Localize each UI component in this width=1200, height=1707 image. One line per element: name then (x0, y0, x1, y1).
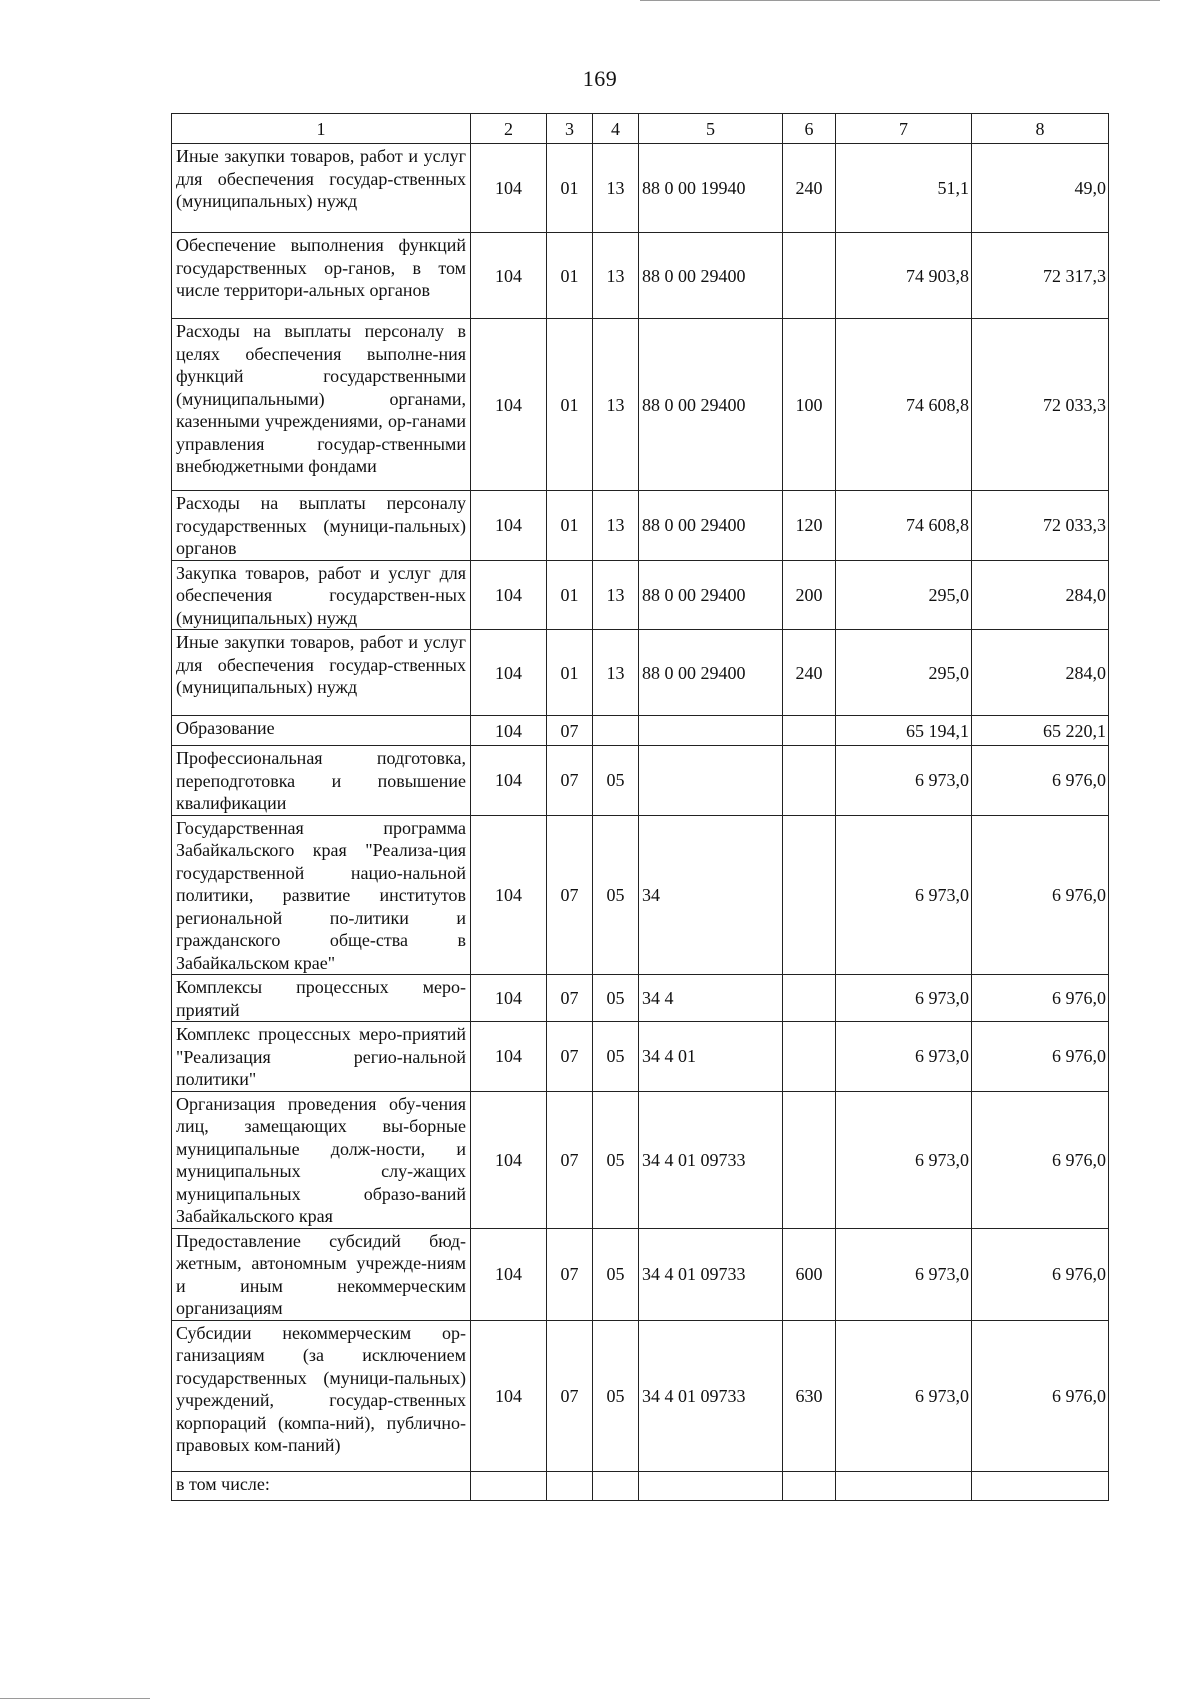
subsection-code-cell (593, 716, 639, 746)
subsection-code-cell (593, 1471, 639, 1500)
target-article-cell (639, 1471, 783, 1500)
grbs-code-cell: 104 (471, 1091, 547, 1228)
row-name-cell: Образование (172, 716, 471, 746)
column-header: 6 (783, 114, 836, 144)
grbs-code-cell: 104 (471, 560, 547, 630)
table-row (172, 1228, 1109, 1320)
page-number: 169 (582, 66, 618, 91)
column-number-row (172, 114, 1109, 144)
section-code-cell: 01 (547, 233, 593, 319)
expense-type-cell (783, 1471, 836, 1500)
scan-edge-line (0, 1698, 150, 1699)
amount-year2-cell: 6 976,0 (972, 746, 1109, 816)
target-article-cell: 34 4 01 (639, 1022, 783, 1092)
amount-year1-cell: 6 973,0 (836, 975, 972, 1022)
grbs-code-cell: 104 (471, 716, 547, 746)
table-row (172, 319, 1109, 491)
table-row (172, 975, 1109, 1022)
amount-year2-cell: 6 976,0 (972, 1022, 1109, 1092)
grbs-code-cell: 104 (471, 233, 547, 319)
grbs-code-cell: 104 (471, 746, 547, 816)
grbs-code-cell: 104 (471, 975, 547, 1022)
row-name-cell: Обеспечение выполнения функций государственных ор-ганов, в том числе территори-альных органов (172, 233, 471, 319)
target-article-cell: 34 4 (639, 975, 783, 1022)
expense-type-cell (783, 1022, 836, 1092)
column-header: 1 (172, 114, 471, 144)
amount-year1-cell: 295,0 (836, 630, 972, 716)
section-code-cell: 01 (547, 491, 593, 561)
section-code-cell: 07 (547, 746, 593, 816)
row-name-cell: Иные закупки товаров, работ и услуг для обеспечения государ-ственных (муниципальных) нужд (172, 144, 471, 233)
amount-year1-cell (836, 1471, 972, 1500)
row-name-cell: Государственная программа Забайкальского края "Реализа-ция государственной нацио-нальной политики, развитие институтов региональной по-литики и гражданского обще-ства в Забайкальском крае" (172, 815, 471, 975)
target-article-cell: 34 4 01 09733 (639, 1091, 783, 1228)
row-name-cell: Закупка товаров, работ и услуг для обеспечения государствен-ных (муниципальных) нужд (172, 560, 471, 630)
expense-type-cell (783, 716, 836, 746)
subsection-code-cell: 13 (593, 144, 639, 233)
section-code-cell: 07 (547, 815, 593, 975)
subsection-code-cell: 05 (593, 815, 639, 975)
expense-type-cell: 600 (783, 1228, 836, 1320)
grbs-code-cell: 104 (471, 1228, 547, 1320)
grbs-code-cell: 104 (471, 319, 547, 491)
expense-type-cell: 630 (783, 1320, 836, 1471)
table-row (172, 716, 1109, 746)
table-row (172, 746, 1109, 816)
section-code-cell: 01 (547, 144, 593, 233)
grbs-code-cell: 104 (471, 815, 547, 975)
section-code-cell (547, 1471, 593, 1500)
column-header: 3 (547, 114, 593, 144)
column-header: 8 (972, 114, 1109, 144)
amount-year2-cell: 284,0 (972, 560, 1109, 630)
target-article-cell: 88 0 00 19940 (639, 144, 783, 233)
section-code-cell: 07 (547, 1320, 593, 1471)
expense-type-cell: 240 (783, 144, 836, 233)
amount-year2-cell: 72 317,3 (972, 233, 1109, 319)
target-article-cell: 88 0 00 29400 (639, 233, 783, 319)
expense-type-cell (783, 1091, 836, 1228)
subsection-code-cell: 05 (593, 1091, 639, 1228)
amount-year1-cell: 6 973,0 (836, 746, 972, 816)
subsection-code-cell: 05 (593, 1320, 639, 1471)
grbs-code-cell: 104 (471, 1022, 547, 1092)
table-row (172, 560, 1109, 630)
subsection-code-cell: 05 (593, 1228, 639, 1320)
column-header: 5 (639, 114, 783, 144)
section-code-cell: 07 (547, 975, 593, 1022)
section-code-cell: 07 (547, 1091, 593, 1228)
table-row (172, 815, 1109, 975)
amount-year2-cell: 65 220,1 (972, 716, 1109, 746)
target-article-cell: 34 4 01 09733 (639, 1228, 783, 1320)
amount-year1-cell: 74 608,8 (836, 491, 972, 561)
grbs-code-cell: 104 (471, 1320, 547, 1471)
subsection-code-cell: 13 (593, 233, 639, 319)
table-body (172, 114, 1109, 1501)
subsection-code-cell: 13 (593, 560, 639, 630)
table-row (172, 1471, 1109, 1500)
amount-year1-cell: 51,1 (836, 144, 972, 233)
budget-table (171, 113, 1109, 1501)
amount-year1-cell: 6 973,0 (836, 1022, 972, 1092)
table-row (172, 491, 1109, 561)
amount-year2-cell: 72 033,3 (972, 319, 1109, 491)
row-name-cell: Иные закупки товаров, работ и услуг для обеспечения государ-ственных (муниципальных) нужд (172, 630, 471, 716)
amount-year1-cell: 6 973,0 (836, 1228, 972, 1320)
table-row (172, 144, 1109, 233)
amount-year2-cell: 284,0 (972, 630, 1109, 716)
expense-type-cell (783, 815, 836, 975)
expense-type-cell: 100 (783, 319, 836, 491)
expense-type-cell: 200 (783, 560, 836, 630)
section-code-cell: 07 (547, 1022, 593, 1092)
amount-year1-cell: 74 608,8 (836, 319, 972, 491)
expense-type-cell: 240 (783, 630, 836, 716)
amount-year2-cell (972, 1471, 1109, 1500)
column-header: 2 (471, 114, 547, 144)
target-article-cell (639, 716, 783, 746)
section-code-cell: 07 (547, 716, 593, 746)
subsection-code-cell: 13 (593, 491, 639, 561)
target-article-cell: 34 4 01 09733 (639, 1320, 783, 1471)
amount-year2-cell: 72 033,3 (972, 491, 1109, 561)
row-name-cell: Организация проведения обу-чения лиц, замещающих вы-борные муниципальные долж-ности, и муниципальных слу-жащих муниципальных образо-ваний Забайкальского края (172, 1091, 471, 1228)
row-name-cell: Предоставление субсидий бюд-жетным, автономным учрежде-ниям и иным некоммерческим организациям (172, 1228, 471, 1320)
row-name-cell: Комплексы процессных меро-приятий (172, 975, 471, 1022)
target-article-cell: 88 0 00 29400 (639, 560, 783, 630)
amount-year1-cell: 6 973,0 (836, 1320, 972, 1471)
amount-year1-cell: 295,0 (836, 560, 972, 630)
grbs-code-cell (471, 1471, 547, 1500)
amount-year2-cell: 6 976,0 (972, 1091, 1109, 1228)
scan-edge-line (640, 0, 1160, 1)
row-name-cell: Комплекс процессных меро-приятий "Реализация регио-нальной политики" (172, 1022, 471, 1092)
amount-year2-cell: 6 976,0 (972, 1228, 1109, 1320)
grbs-code-cell: 104 (471, 630, 547, 716)
subsection-code-cell: 05 (593, 975, 639, 1022)
subsection-code-cell: 05 (593, 746, 639, 816)
target-article-cell: 34 (639, 815, 783, 975)
amount-year1-cell: 65 194,1 (836, 716, 972, 746)
grbs-code-cell: 104 (471, 491, 547, 561)
amount-year2-cell: 6 976,0 (972, 1320, 1109, 1471)
target-article-cell: 88 0 00 29400 (639, 630, 783, 716)
column-header: 7 (836, 114, 972, 144)
amount-year1-cell: 74 903,8 (836, 233, 972, 319)
row-name-cell: в том числе: (172, 1471, 471, 1500)
column-header: 4 (593, 114, 639, 144)
amount-year2-cell: 6 976,0 (972, 975, 1109, 1022)
target-article-cell (639, 746, 783, 816)
amount-year2-cell: 49,0 (972, 144, 1109, 233)
table-row (172, 233, 1109, 319)
section-code-cell: 07 (547, 1228, 593, 1320)
amount-year1-cell: 6 973,0 (836, 1091, 972, 1228)
table-row (172, 1320, 1109, 1471)
subsection-code-cell: 05 (593, 1022, 639, 1092)
expense-type-cell (783, 975, 836, 1022)
section-code-cell: 01 (547, 630, 593, 716)
row-name-cell: Расходы на выплаты персоналу в целях обеспечения выполне-ния функций государственными (муниципальными) органами, казенными учреждениями, ор-ганами управления государ-ственными внебюджетными фондами (172, 319, 471, 491)
row-name-cell: Профессиональная подготовка, переподготовка и повышение квалификации (172, 746, 471, 816)
target-article-cell: 88 0 00 29400 (639, 491, 783, 561)
amount-year2-cell: 6 976,0 (972, 815, 1109, 975)
section-code-cell: 01 (547, 560, 593, 630)
target-article-cell: 88 0 00 29400 (639, 319, 783, 491)
expense-type-cell: 120 (783, 491, 836, 561)
subsection-code-cell: 13 (593, 319, 639, 491)
table-row (172, 630, 1109, 716)
expense-type-cell (783, 746, 836, 816)
section-code-cell: 01 (547, 319, 593, 491)
row-name-cell: Субсидии некоммерческим ор-ганизациям (за исключением государственных (муници-пальных) учреждений, государ-ственных корпораций (компа-ний), публично-правовых ком-паний) (172, 1320, 471, 1471)
expense-type-cell (783, 233, 836, 319)
row-name-cell: Расходы на выплаты персоналу государственных (муници-пальных) органов (172, 491, 471, 561)
subsection-code-cell: 13 (593, 630, 639, 716)
table-row (172, 1091, 1109, 1228)
amount-year1-cell: 6 973,0 (836, 815, 972, 975)
table-row (172, 1022, 1109, 1092)
grbs-code-cell: 104 (471, 144, 547, 233)
